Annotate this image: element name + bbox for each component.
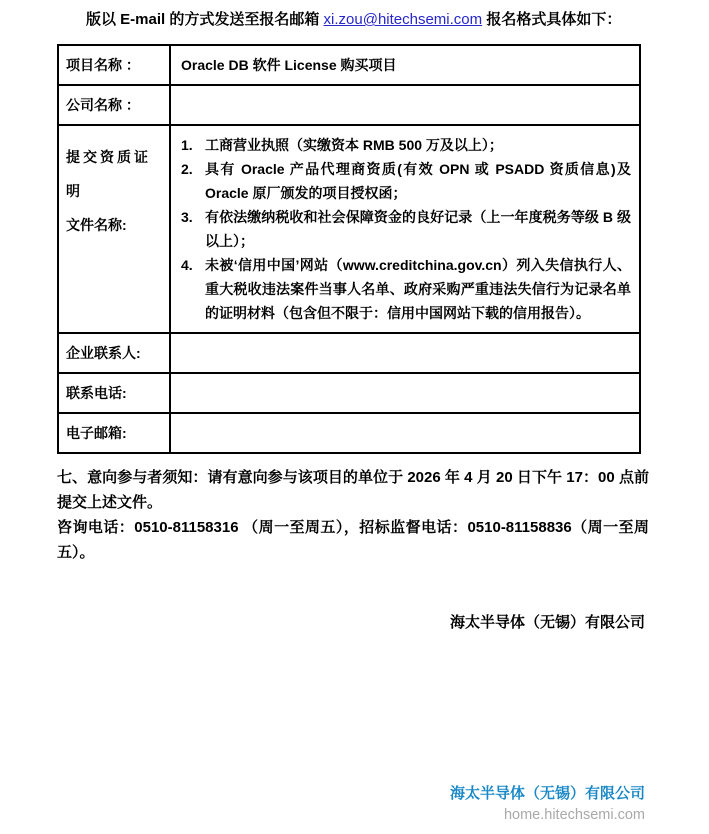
list-item-number: 2. xyxy=(181,161,193,177)
page-footer xyxy=(450,784,645,826)
qualification-label-line2: 文件名称: xyxy=(66,217,127,233)
qualification-label xyxy=(66,128,165,242)
intro-prefix-text: 版以 E-mail 的方式发送至报名邮箱 xyxy=(86,11,324,28)
list-item-text: 工商营业执照（实缴资本 RMB 500 万及以上）； xyxy=(205,137,503,153)
qualification-list xyxy=(181,128,633,330)
footer-company-name: 海太半导体（无锡）有限公司 xyxy=(449,785,645,802)
qualification-label-line1: 提交资质证明 xyxy=(66,149,151,199)
list-item-number: 3. xyxy=(181,209,193,225)
list-item-text: 具有 Oracle 产品代理商资质(有效 OPN 或 PSADD 资质信息)及 Oracle 原厂颁发的项目授权函； xyxy=(205,161,631,201)
phone-notice-text: 咨询电话：0510-81158316 （周一至周五），招标监督电话：0510-81158836（周一至周五）。 xyxy=(57,519,649,561)
intro-suffix-text: 报名格式具体如下： xyxy=(482,11,622,28)
project-name-value: Oracle DB 软件 License 购买项目 xyxy=(170,45,640,85)
table-row-company xyxy=(58,85,640,125)
project-name-label: 项目名称 ： xyxy=(58,45,170,85)
intro-paragraph xyxy=(57,0,652,31)
notice-section xyxy=(57,465,649,565)
qualification-list-cell xyxy=(170,125,640,333)
table-row-project xyxy=(58,45,640,85)
contact-email-label: 电子邮箱: xyxy=(58,413,170,453)
list-item-number: 4. xyxy=(181,257,193,273)
list-item xyxy=(181,157,631,205)
table-row-email xyxy=(58,413,640,453)
list-item xyxy=(181,133,631,157)
company-name-label: 公司名称 ： xyxy=(58,85,170,125)
table-row-contact xyxy=(58,333,640,373)
list-item-text: 未被‘信用中国’网站（www.creditchina.gov.cn）列入失信执行人、重大税收违法案件当事人名单、政府采购严重违法失信行为记录名单的证明材料（包含但不限于：信用中国网站下载的信用报告）。 xyxy=(205,257,631,321)
list-item-number: 1. xyxy=(181,137,193,153)
contact-phone-label: 联系电话: xyxy=(58,373,170,413)
signup-email-link[interactable]: xi.zou@hitechsemi.com xyxy=(323,11,483,28)
footer-website-text: home.hitechsemi.com xyxy=(503,807,645,823)
list-item xyxy=(181,253,631,325)
contact-phone-value xyxy=(170,373,640,413)
contact-person-value xyxy=(170,333,640,373)
company-signature: 海太半导体（无锡）有限公司 xyxy=(449,614,645,631)
deadline-notice-text: 七、意向参与者须知：请有意向参与该项目的单位于 2026 年 4 月 20 日下午 17：00 点前提交上述文件。 xyxy=(57,469,649,511)
contact-email-value xyxy=(170,413,640,453)
company-name-value xyxy=(170,85,640,125)
contact-person-label: 企业联系人: xyxy=(58,333,170,373)
list-item xyxy=(181,205,631,253)
table-row-phone xyxy=(58,373,640,413)
registration-form-table xyxy=(57,44,641,454)
table-row-qualification xyxy=(58,125,640,333)
list-item-text: 有依法缴纳税收和社会保障资金的良好记录（上一年度税务等级 B 级以上）； xyxy=(205,209,631,249)
qualification-label-cell xyxy=(58,125,170,333)
